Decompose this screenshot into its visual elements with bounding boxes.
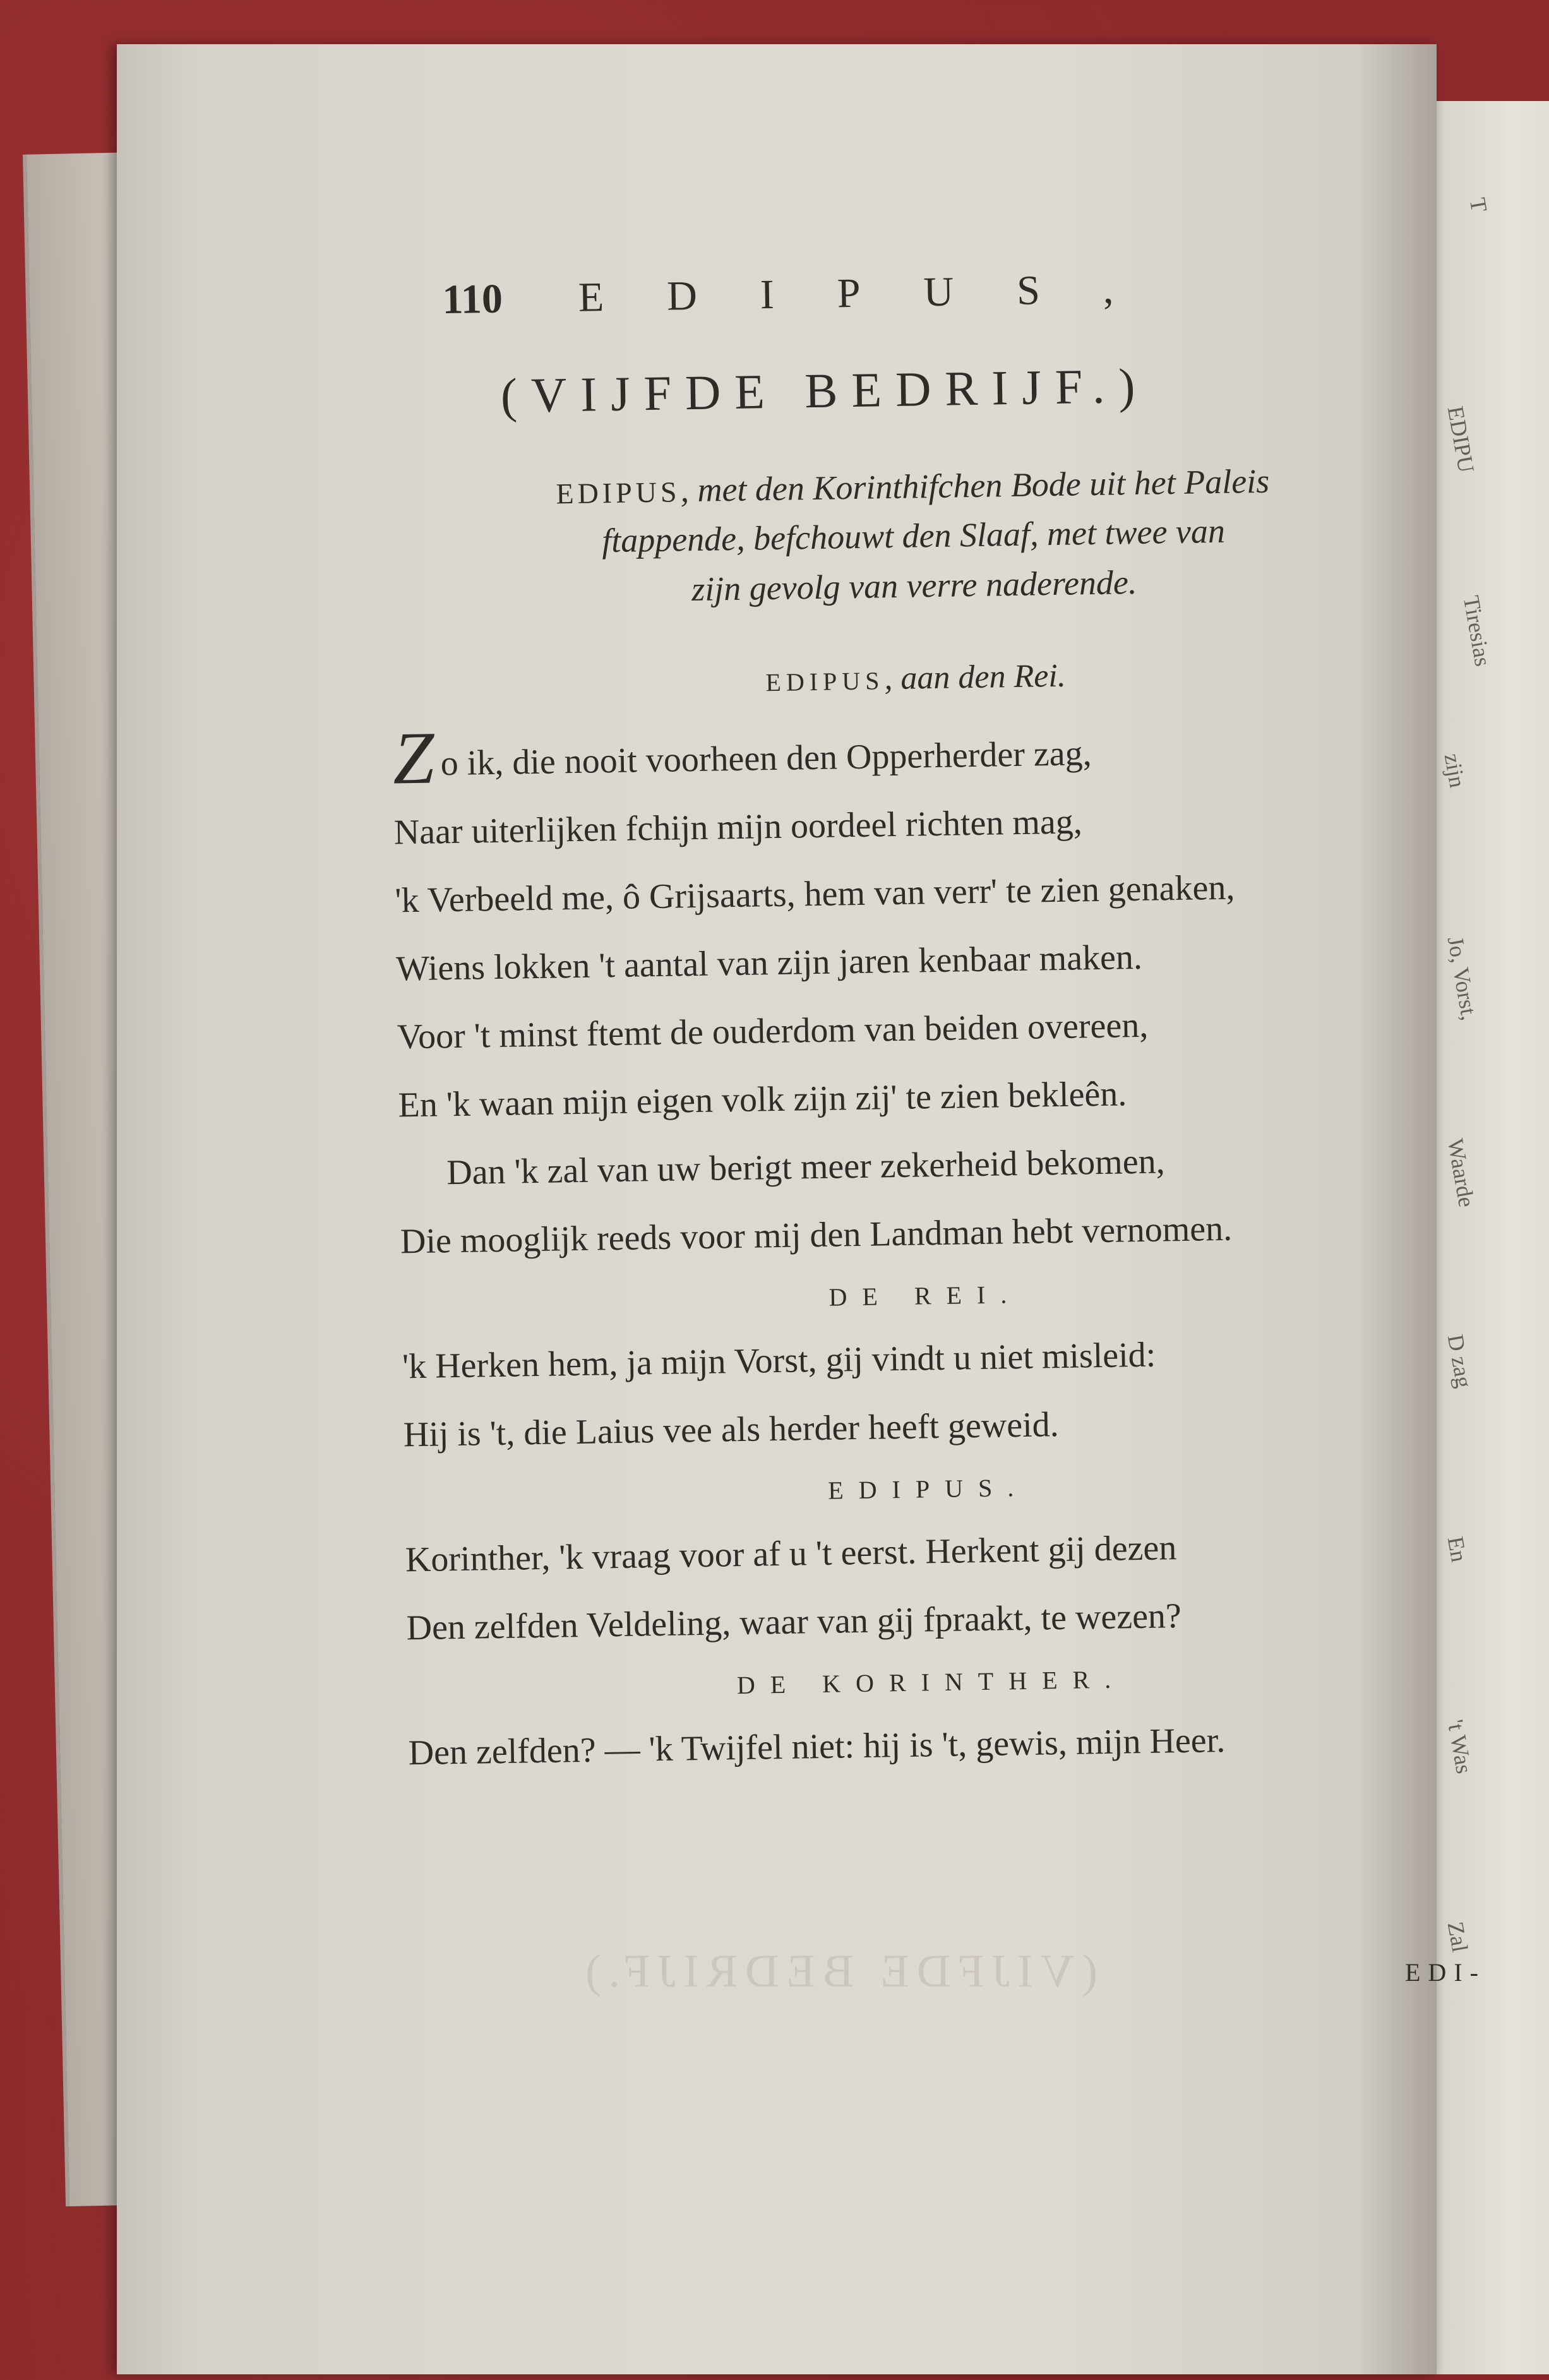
speaker-heading xyxy=(417,652,1415,705)
facing-page-fragment: EDIPU xyxy=(1442,404,1480,475)
stage-direction-name: EDIPUS xyxy=(556,475,681,510)
drop-cap: Z xyxy=(392,716,435,800)
act-heading: (VIJFDE BEDRIJF.) xyxy=(500,357,1149,423)
verse-line: Dan 'k zal van uw berigt meer zekerheid bekomen, xyxy=(446,1142,1166,1193)
verse-text: o ik, die nooit voorheen den Opperherder zag, xyxy=(440,734,1092,784)
catchword: EDI- xyxy=(1405,1958,1486,1987)
facing-page-fragment: 't Was xyxy=(1442,1718,1477,1776)
facing-page-fragment: T xyxy=(1464,196,1492,214)
stage-direction-line: zijn gevolg van verre naderende. xyxy=(691,563,1137,608)
verse-line: En 'k waan mijn eigen volk zijn zij' te zien bekleên. xyxy=(398,1074,1127,1125)
speaker-label: DE KORINTHER. xyxy=(736,1665,1127,1700)
verse-line: Korinther, 'k vraag voor af u 't eerst. Herkent gij dezen xyxy=(405,1528,1177,1580)
verse-line: Voor 't minst ftemt de ouderdom van beiden overeen, xyxy=(397,1005,1149,1057)
verse-line: Wiens lokken 't aantal van zijn jaren kenbaar maken. xyxy=(395,937,1143,989)
verse-line: Die mooglijk reeds voor mij den Landman hebt vernomen. xyxy=(400,1209,1233,1262)
facing-page-fragment: Tiresias xyxy=(1458,594,1496,669)
speaker-label: EDIPUS. xyxy=(827,1473,1029,1505)
running-title: EDIPUS, xyxy=(578,265,1177,321)
stage-direction-line: ftappende, befchouwt den Slaaf, met twee van xyxy=(601,512,1226,560)
verse-line: Den zelfden? — 'k Twijfel niet: hij is 't, gewis, mijn Heer. xyxy=(408,1720,1226,1773)
facing-page-fragment: D zag xyxy=(1442,1332,1477,1390)
page-text xyxy=(328,261,1413,1788)
verse-line: Den zelfden Veldeling, waar van gij fpraakt, te wezen? xyxy=(406,1596,1182,1648)
show-through-text: (VIJFDE BEDRIJF.) xyxy=(578,1946,1097,1997)
verse-line: Naar uiterlijken fchijn mijn oordeel richten mag, xyxy=(393,802,1083,852)
speaker-label: DE REI. xyxy=(828,1279,1022,1312)
facing-page-fragment: Jo, Vorst, xyxy=(1442,935,1483,1022)
verse-line: Hij is 't, die Laius vee als herder heeft geweid. xyxy=(403,1404,1060,1455)
speaker-name: EDIPUS xyxy=(765,666,885,697)
verse-line: 'k Verbeeld me, ô Grijsaarts, hem van verr' te zien genaken, xyxy=(395,868,1235,921)
verse-line: 'k Herken hem, ja mijn Vorst, gij vindt u niet misleid: xyxy=(402,1335,1156,1387)
facing-page-fragment: Zal xyxy=(1442,1920,1473,1954)
page-number: 110 xyxy=(441,275,503,323)
facing-page-fragment: Waarde xyxy=(1442,1137,1480,1209)
stage-direction xyxy=(414,454,1413,618)
facing-page-fragment: En xyxy=(1442,1534,1472,1564)
speaker-addressee: , aan den Rei. xyxy=(883,657,1067,697)
facing-page-fragment: zijn xyxy=(1439,751,1471,790)
stage-direction-line: , met den Korinthifchen Bode uit het Paleis xyxy=(679,462,1270,510)
